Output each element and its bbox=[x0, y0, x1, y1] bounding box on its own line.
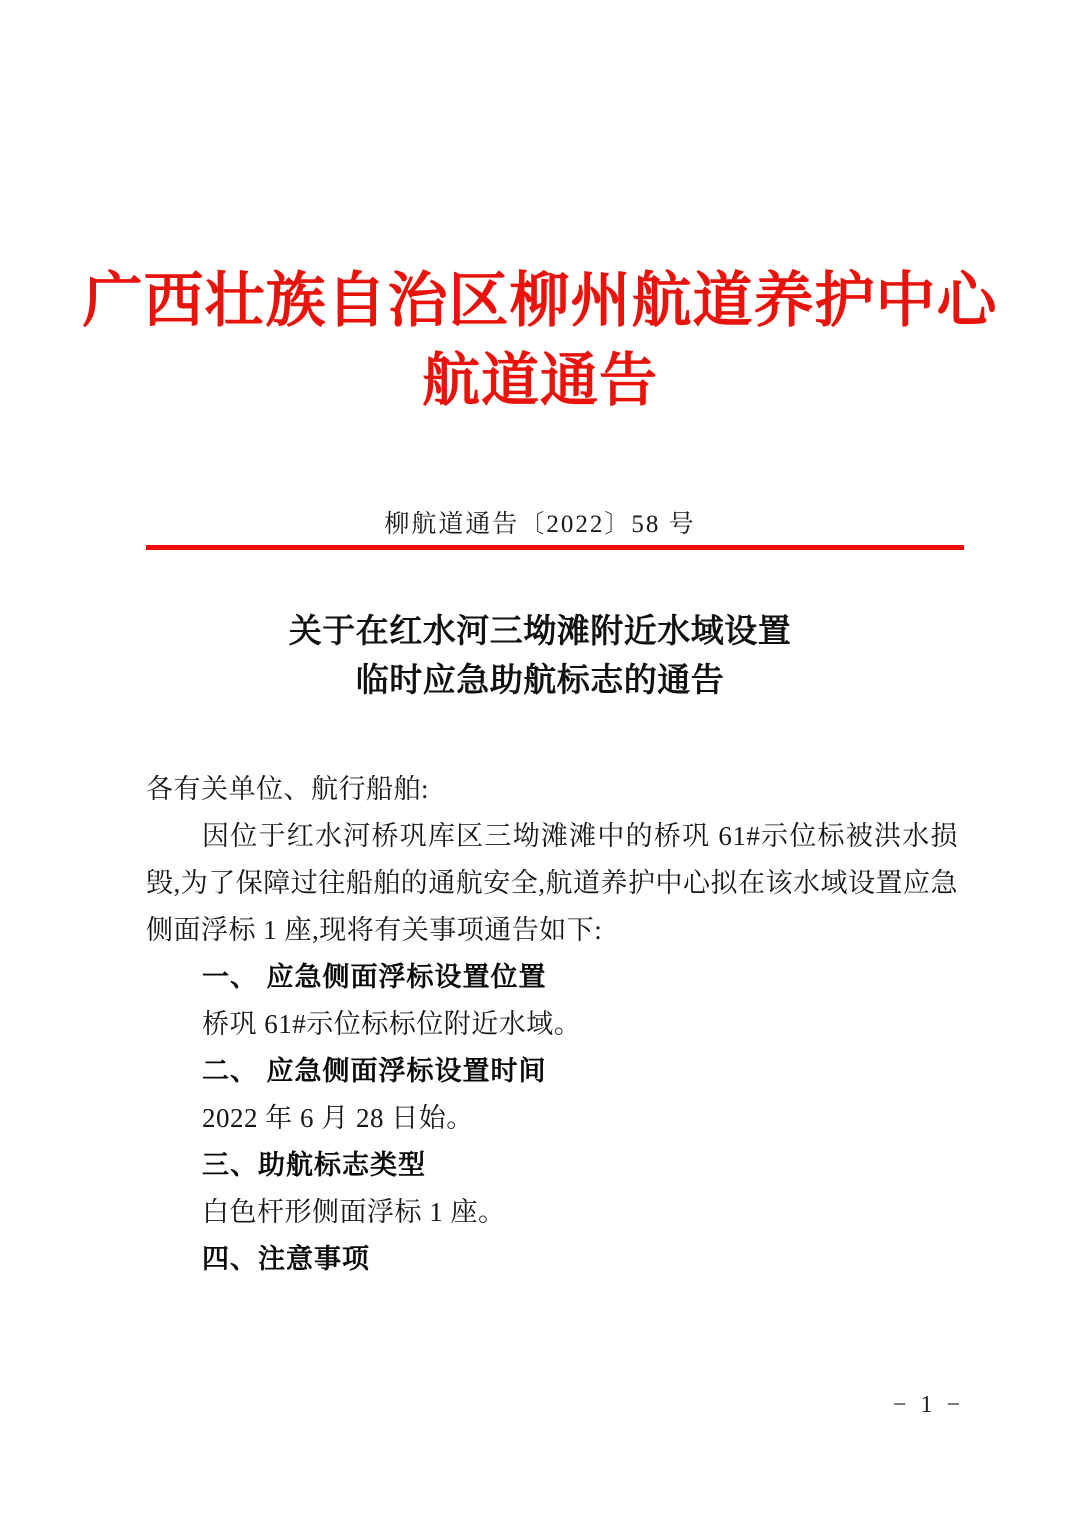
section-heading-1: 一、 应急侧面浮标设置位置 bbox=[202, 962, 547, 992]
section-content-2: 2022 年 6 月 28 日始。 bbox=[202, 1103, 474, 1133]
intro-paragraph: 因位于红水河桥巩库区三坳滩滩中的桥巩 61#示位标被洪水损毁,为了保障过往船舶的通航安全,航道养护中心拟在该水域设置应急侧面浮标 1 座,现将有关事项通告如下: bbox=[146, 821, 958, 945]
salutation: 各有关单位、航行船舶: bbox=[146, 774, 430, 804]
masthead-authority-line: 广西壮族自治区柳州航道养护中心 bbox=[82, 268, 998, 334]
document-body bbox=[146, 766, 958, 1283]
section-heading-2: 二、 应急侧面浮标设置时间 bbox=[202, 1056, 547, 1086]
section-content-1: 桥巩 61#示位标标位附近水域。 bbox=[202, 1009, 582, 1039]
red-separator-rule bbox=[146, 545, 964, 550]
subject-title-line-2: 临时应急助航标志的通告 bbox=[355, 663, 725, 699]
section-heading-4: 四、注意事项 bbox=[202, 1244, 370, 1274]
masthead bbox=[0, 262, 1080, 418]
page-number-footer: − 1 − bbox=[892, 1392, 964, 1418]
document-number: 柳航道通告〔2022〕58 号 bbox=[384, 511, 696, 538]
section-heading-3: 三、助航标志类型 bbox=[202, 1150, 426, 1180]
subject-title bbox=[0, 608, 1080, 706]
masthead-doctype-line: 航道通告 bbox=[421, 348, 658, 413]
subject-title-line-1: 关于在红水河三坳滩附近水域设置 bbox=[288, 614, 792, 650]
section-content-3: 白色杆形侧面浮标 1 座。 bbox=[202, 1197, 506, 1227]
